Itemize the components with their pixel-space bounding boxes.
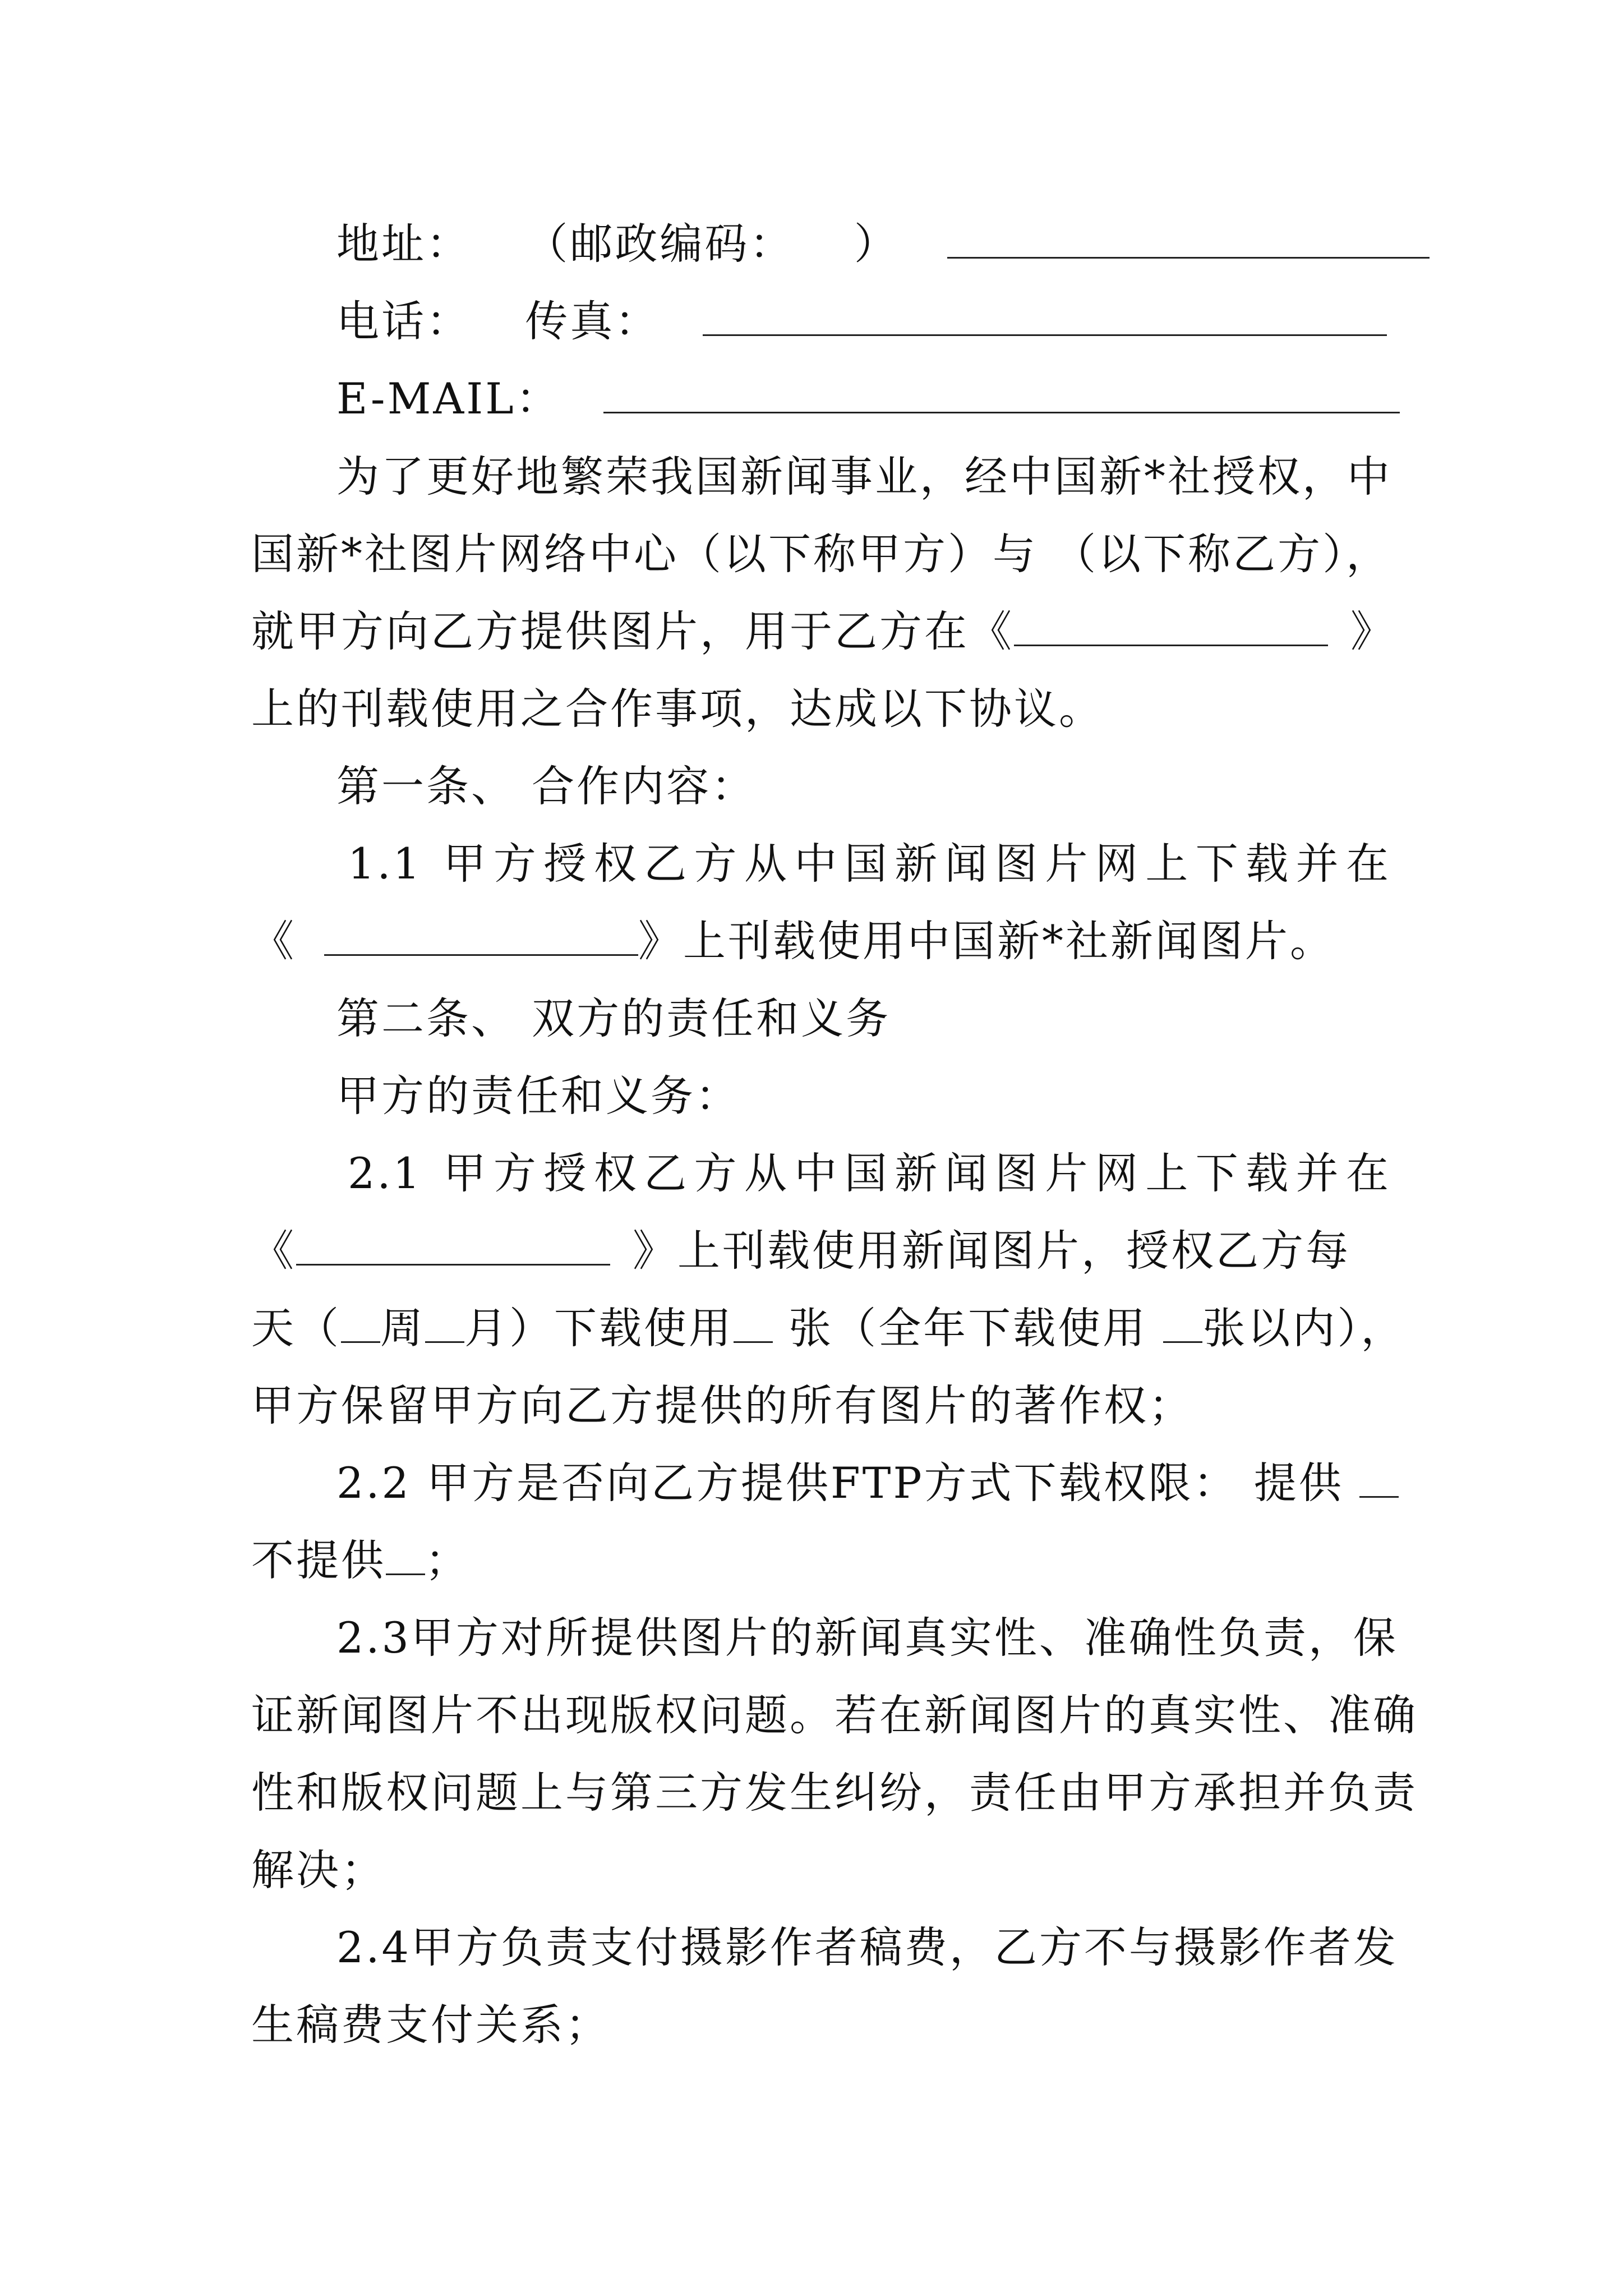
preamble-line-1: 为了更好地繁荣我国新闻事业，经中国新*社授权，中 xyxy=(336,452,1392,501)
email-line xyxy=(336,371,1391,427)
clause-2-1-within: 张以内）， xyxy=(1202,1303,1406,1353)
clause-2-1-line-2 xyxy=(251,1223,1390,1279)
clause-2-4-line-2: 生稿费支付关系； xyxy=(251,2000,610,2050)
phone-label: 电话： xyxy=(336,296,471,346)
quantity-blank xyxy=(734,1306,773,1343)
article-1-title: 第一条、 合作内容： xyxy=(336,761,757,811)
clause-2-2-end: ； xyxy=(425,1535,470,1585)
address-line xyxy=(336,216,1391,272)
week-blank xyxy=(425,1306,464,1343)
clause-2-3-line-4: 解决； xyxy=(251,1845,386,1895)
ftp-provide-blank xyxy=(1359,1461,1399,1498)
clause-2-2-line-1 xyxy=(336,1455,1391,1511)
postcode-label: （邮政编码： xyxy=(525,219,795,269)
clause-2-1-sheets: 张（全年下载使用 xyxy=(773,1303,1164,1353)
clause-2-2-not-provide: 不提供 xyxy=(251,1535,386,1585)
clause-2-1-month: 月）下载使用 xyxy=(464,1303,734,1353)
clause-2-1-open: 《 xyxy=(251,1226,296,1276)
phone-fax-line xyxy=(336,293,1391,349)
clause-1-1-blank xyxy=(324,919,638,956)
address-label: 地址： xyxy=(336,219,471,269)
phone-fax-blank xyxy=(703,300,1387,336)
day-blank xyxy=(341,1306,380,1343)
article-2-title: 第二条、 双方的责任和义务 xyxy=(336,993,891,1043)
annual-quantity-blank xyxy=(1163,1306,1202,1343)
clause-2-2-line-2 xyxy=(251,1533,1390,1589)
email-label: E-MAIL： xyxy=(336,374,561,424)
clause-2-1-blank xyxy=(296,1229,610,1266)
clause-2-1-rest: 》上刊载使用新闻图片，授权乙方每 xyxy=(633,1226,1350,1276)
address-blank xyxy=(947,222,1430,259)
clause-2-2-text: 2.2 甲方是否向乙方提供FTP方式下载权限： 提供 xyxy=(336,1458,1359,1508)
fax-label: 传真： xyxy=(525,296,660,346)
clause-2-1-week: 周 xyxy=(380,1303,425,1353)
clause-2-3-line-1: 2.3甲方对所提供图片的新闻真实性、准确性负责，保 xyxy=(336,1613,1398,1663)
clause-1-1-rest: 》上刊载使用中国新*社新闻图片。 xyxy=(638,916,1335,966)
preamble-line-2: 国新*社图片网络中心（以下称甲方）与 （以下称乙方）， xyxy=(251,529,1391,579)
ftp-not-provide-blank xyxy=(386,1539,425,1575)
clause-2-3-line-3: 性和版权问题上与第三方发生纠纷，责任由甲方承担并负责 xyxy=(251,1768,1418,1818)
clause-1-1-line-1: 1.1 甲方授权乙方从中国新闻图片网上下载并在 xyxy=(348,839,1391,889)
clause-2-1-line-3 xyxy=(251,1300,1406,1356)
clause-2-3-line-2: 证新闻图片不出现版权问题。若在新闻图片的真实性、准确 xyxy=(251,1690,1418,1740)
preamble-line-4: 上的刊载使用之合作事项，达成以下协议。 xyxy=(251,684,1104,734)
clause-2-1-line-1: 2.1 甲方授权乙方从中国新闻图片网上下载并在 xyxy=(348,1148,1391,1198)
email-blank xyxy=(603,377,1400,413)
postcode-close: ） xyxy=(854,219,899,269)
party-a-title: 甲方的责任和义务： xyxy=(336,1071,740,1121)
clause-1-1-line-2 xyxy=(251,913,1390,969)
clause-1-1-open: 《 xyxy=(251,916,296,966)
preamble-line-3-start: 就甲方向乙方提供图片，用于乙方在《 xyxy=(251,606,1014,656)
clause-2-4-line-1: 2.4甲方负责支付摄影作者稿费，乙方不与摄影作者发 xyxy=(336,1922,1398,1972)
preamble-line-3-end: 》 xyxy=(1350,606,1395,656)
preamble-line-3 xyxy=(251,604,1395,660)
clause-2-1-day: 天（ xyxy=(251,1303,341,1353)
clause-2-1-line-4: 甲方保留甲方向乙方提供的所有图片的著作权； xyxy=(251,1381,1193,1430)
publication-name-blank xyxy=(1014,610,1328,646)
